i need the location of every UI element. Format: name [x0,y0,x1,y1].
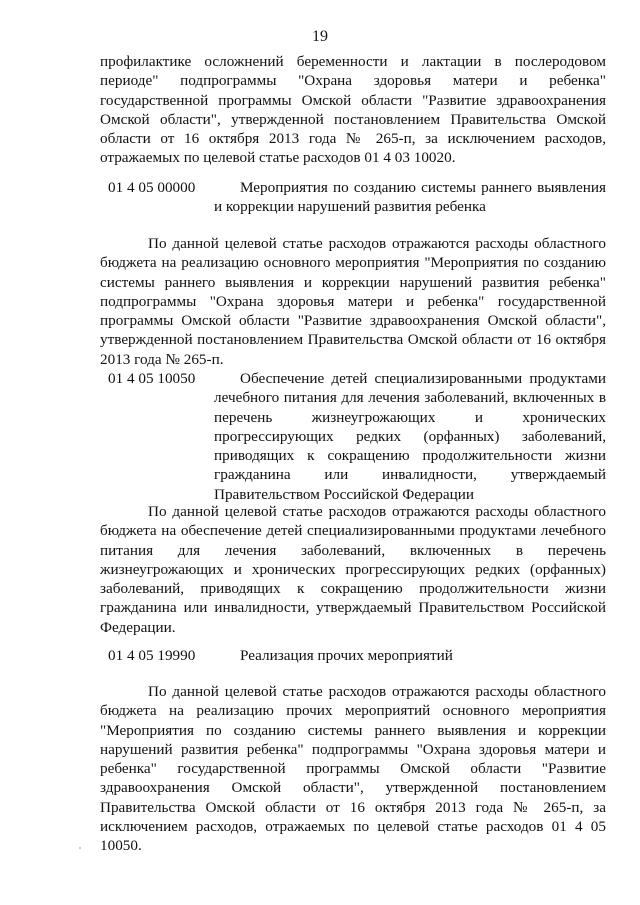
description-paragraph-1: По данной целевой статье расходов отражаются расходы областного бюджета на обеспечение детей специализированными продуктами лечебного питания для лечения заболеваний, включенных в перечень жизнеугрожающих и хронических прогрессирующих редких (орфанных) заболеваний, приводящих к сокращению продолжительности жизни гражданина или инвалидности, утверждаемый Правительством Российской Федерации. [100,503,606,636]
budget-item-code: 01 4 05 10050 [108,370,196,387]
description-paragraph-2: По данной целевой статье расходов отражаются расходы областного бюджета на реализацию прочих мероприятий основного мероприятия "Мероприятия по созданию системы раннего выявления и коррекции нарушений развития ребенка" подпрограммы "Охрана здоровья матери и ребенка" государственной программы Омской области "Развитие здравоохранения Омской области", утвержденной постановлением Правительства Омской области от 16 октября 2013 года № 265-п, за исключением расходов, отражаемых по целевой статье расходов 01 4 05 10050. [100,683,606,855]
budget-item-code: 01 4 05 00000 [108,179,196,196]
description-paragraph-0: По данной целевой статье расходов отражаются расходы областного бюджета на реализацию основного мероприятия "Мероприятия по созданию системы раннего выявления и коррекции нарушений развития ребенка" подпрограммы "Охрана здоровья матери и ребенка" государственной программы Омской области "Развитие здравоохранения Омской области", утвержденной постановлением Правительства Омской области от 16 октября 2013 года № 265-п. [100,235,606,368]
budget-item-title: Реализация прочих мероприятий [240,647,453,664]
budget-item-title: Мероприятия по созданию системы раннего выявления и коррекции нарушений развития ребенка [214,179,606,216]
budget-item-title: Обеспечение детей специализированными продуктами лечебного питания для лечения заболеваний, включенных в перечень жизнеугрожающих и хронических прогрессирующих редких (орфанных) заболеваний, приводящих к сокращению продолжительности жизни гражданина или инвалидности, утверждаемый Правительством Российской Федерации [214,370,606,503]
scan-speck [79,847,81,849]
budget-item-code: 01 4 05 19990 [108,647,196,664]
continued-paragraph: профилактике осложнений беременности и лактации в послеродовом периоде" подпрограммы "Охрана здоровья матери и ребенка" государственной программы Омской области "Развитие здравоохранения Омской области", утвержденной постановлением Правительства Омской области от 16 октября 2013 года № 265-п, за исключением расходов, отражаемых по целевой статье расходов 01 4 03 10020. [100,53,606,167]
page-number: 19 [312,28,328,45]
